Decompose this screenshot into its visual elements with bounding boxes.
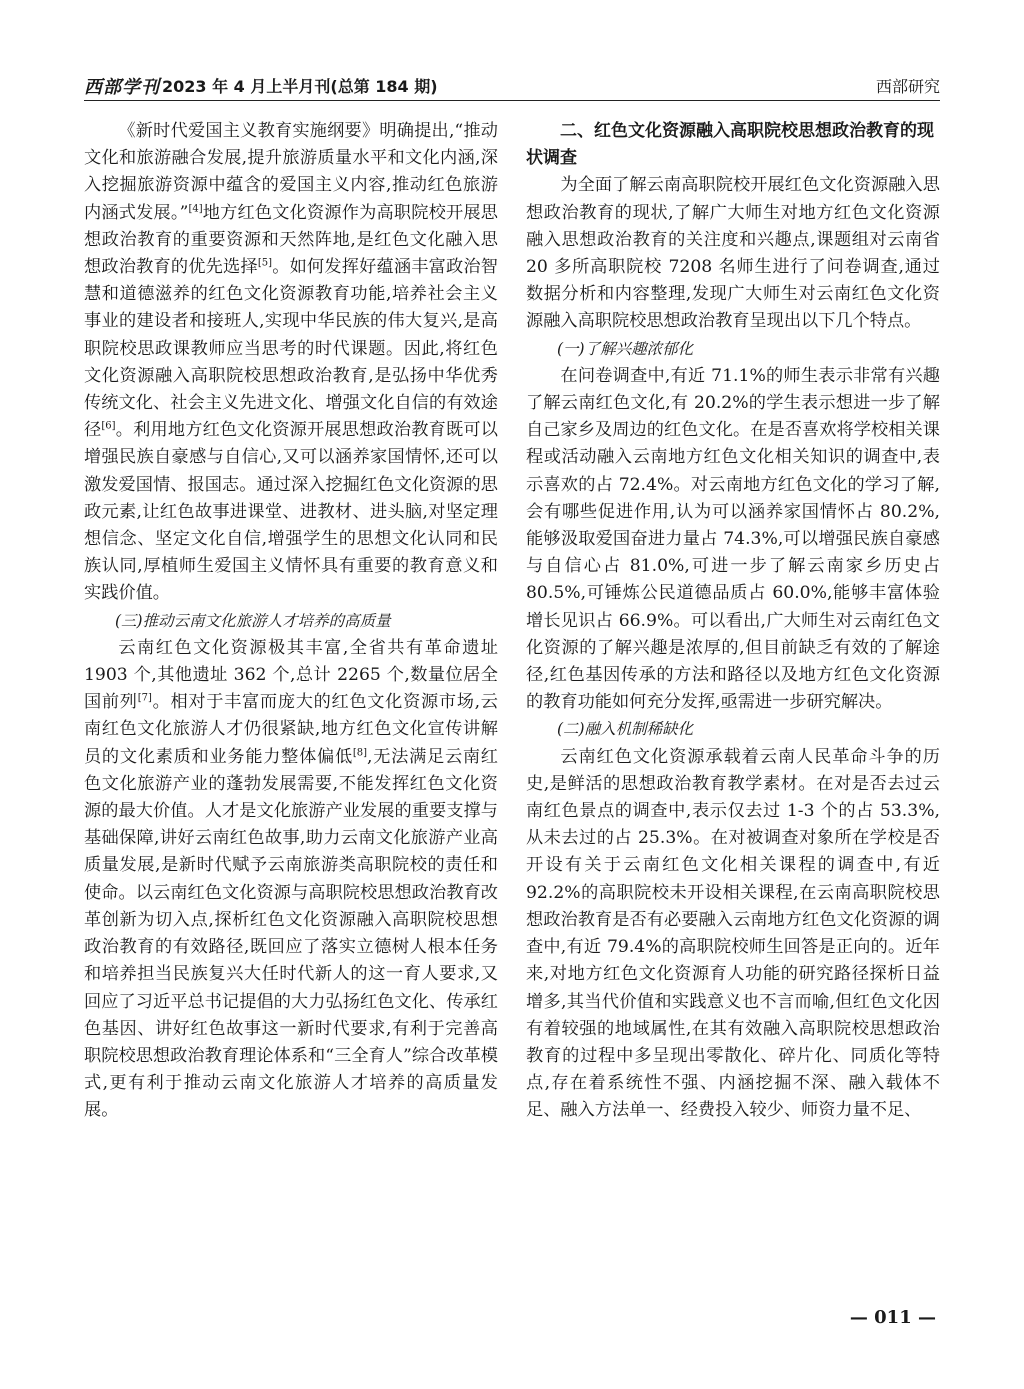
paragraph: 为全面了解云南高职院校开展红色文化资源融入思想政治教育的现状,了解广大师生对地方红色文化资源融入思想政治教育的关注度和兴趣点,课题组对云南省 20 多所高职院校 7208 名师生进行了问卷调查,通过数据分析和内容整理,发现广大师生对云南红色文化资源融入高职院校思想政治教育呈现出以下几个特点。 (526, 175, 940, 332)
subsection-heading: (三)推动云南文化旅游人才培养的高质量 (115, 611, 391, 630)
citation: [7] (137, 692, 152, 704)
issue-info: 2023 年 4 月上半月刊(总第 184 期) (162, 77, 438, 96)
page-header (84, 70, 940, 101)
paragraph: 《新时代爱国主义教育实施纲要》明确提出,“推动文化和旅游融合发展,提升旅游质量水平和文化内涵,深入挖掘旅游资源中蕴含的爱国主义内容,推动红色旅游内涵式发展。”[4]地方红色文化资源作为高职院校开展思想政治教育的重要资源和天然阵地,是红色文化融入思想政治教育的优先选择[5]。如何发挥好蕴涵丰富政治智慧和道德滋养的红色文化资源教育功能,培养社会主义事业的建设者和接班人,实现中华民族的伟大复兴,是高职院校思政课教师应当思考的时代课题。因此,将红色文化资源融入高职院校思想政治教育,是弘扬中华优秀传统文化、社会主义先进文化、增强文化自信的有效途径[6]。利用地方红色文化资源开展思想政治教育既可以增强民族自豪感与自信心,又可以涵养家国情怀,还可以激发爱国情、报国志。通过深入挖掘红色文化资源的思政元素,让红色故事进课堂、进教材、进头脑,对坚定理想信念、坚定文化自信,增强学生的思想文化认同和民族认同,厚植师生爱国主义情怀具有重要的教育意义和实践价值。 (84, 121, 498, 604)
right-column (526, 118, 940, 1125)
paragraph: 云南红色文化资源极其丰富,全省共有革命遗址 1903 个,其他遗址 362 个,总计 2265 个,数量位居全国前列[7]。相对于丰富而庞大的红色文化资源市场,云南红色文化旅游人才仍很紧缺,地方红色文化宣传讲解员的文化素质和业务能力整体偏低[8],无法满足云南红色文化旅游产业的蓬勃发展需要,不能发挥红色文化资源的最大价值。人才是文化旅游产业发展的重要支撑与基础保障,讲好云南红色故事,助力云南文化旅游产业高质量发展,是新时代赋予云南旅游类高职院校的责任和使命。以云南红色文化资源与高职院校思想政治教育改革创新为切入点,探析红色文化资源融入高职院校思想政治教育的有效路径,既回应了落实立德树人根本任务和培养担当民族复兴大任时代新人的这一育人要求,又回应了习近平总书记提倡的大力弘扬红色文化、传承红色基因、讲好红色故事这一新时代要求,有利于完善高职院校思想政治教育理论体系和“三全育人”综合改革模式,更有利于推动云南文化旅游人才培养的高质量发展。 (84, 637, 498, 1121)
subsection-heading: (一)了解兴趣浓郁化 (557, 339, 694, 358)
subsection-heading: (二)融入机制稀缺化 (557, 720, 694, 739)
page-number: — 011 — (849, 1307, 936, 1328)
left-column (84, 118, 498, 1125)
citation: [8] (352, 746, 368, 758)
citation: [5] (257, 257, 272, 269)
citation: [6] (101, 420, 116, 432)
paragraph: 云南红色文化资源承载着云南人民革命斗争的历史,是鲜活的思想政治教育教学素材。在对是否去过云南红色景点的调查中,表示仅去过 1-3 个的占 53.3%,从未去过的占 25.3%。在对被调查对象所在学校是否开设有关于云南红色文化相关课程的调查中,有近 92.2%的高职院校未开设相关课程,在云南高职院校思想政治教育是否有必要融入云南地方红色文化资源的调查中,有近 79.4%的高职院校师生回答是正向的。近年来,对地方红色文化资源育人功能的研究路径探析日益增多,其当代价值和实践意义也不言而喻,但红色文化因有着较强的地域属性,在其有效融入高职院校思想政治教育的过程中多呈现出零散化、碎片化、同质化等特点,存在着系统性不强、内涵挖掘不深、融入载体不足、融入方法单一、经费投入较少、师资力量不足、 (526, 746, 940, 1121)
section-heading: 二、红色文化资源融入高职院校思想政治教育的现状调查 (526, 121, 934, 169)
paragraph: 在问卷调查中,有近 71.1%的师生表示非常有兴趣了解云南红色文化,有 20.2%的学生表示想进一步了解自己家乡及周边的红色文化。在是否喜欢将学校相关课程或活动融入云南地方红色文化相关知识的调查中,表示喜欢的占 72.4%。对云南地方红色文化的学习了解,会有哪些促进作用,认为可以涵养家国情怀占 80.2%,能够汲取爱国奋进力量占 74.3%,可以增强民族自豪感与自信心占 81.0%,可进一步了解云南家乡历史占 80.5%,可锤炼公民道德品质占 60.0%,能够丰富体验增长见识占 66.9%。可以看出,广大师生对云南红色文化资源的了解兴趣是浓厚的,但目前缺乏有效的了解途径,红色基因传承的方法和路径以及地方红色文化资源的教育功能如何充分发挥,亟需进一步研究解决。 (526, 365, 940, 713)
citation: [4] (188, 202, 203, 214)
journal-logo: 西部学刊 (84, 77, 160, 98)
section-name: 西部研究 (875, 77, 940, 96)
